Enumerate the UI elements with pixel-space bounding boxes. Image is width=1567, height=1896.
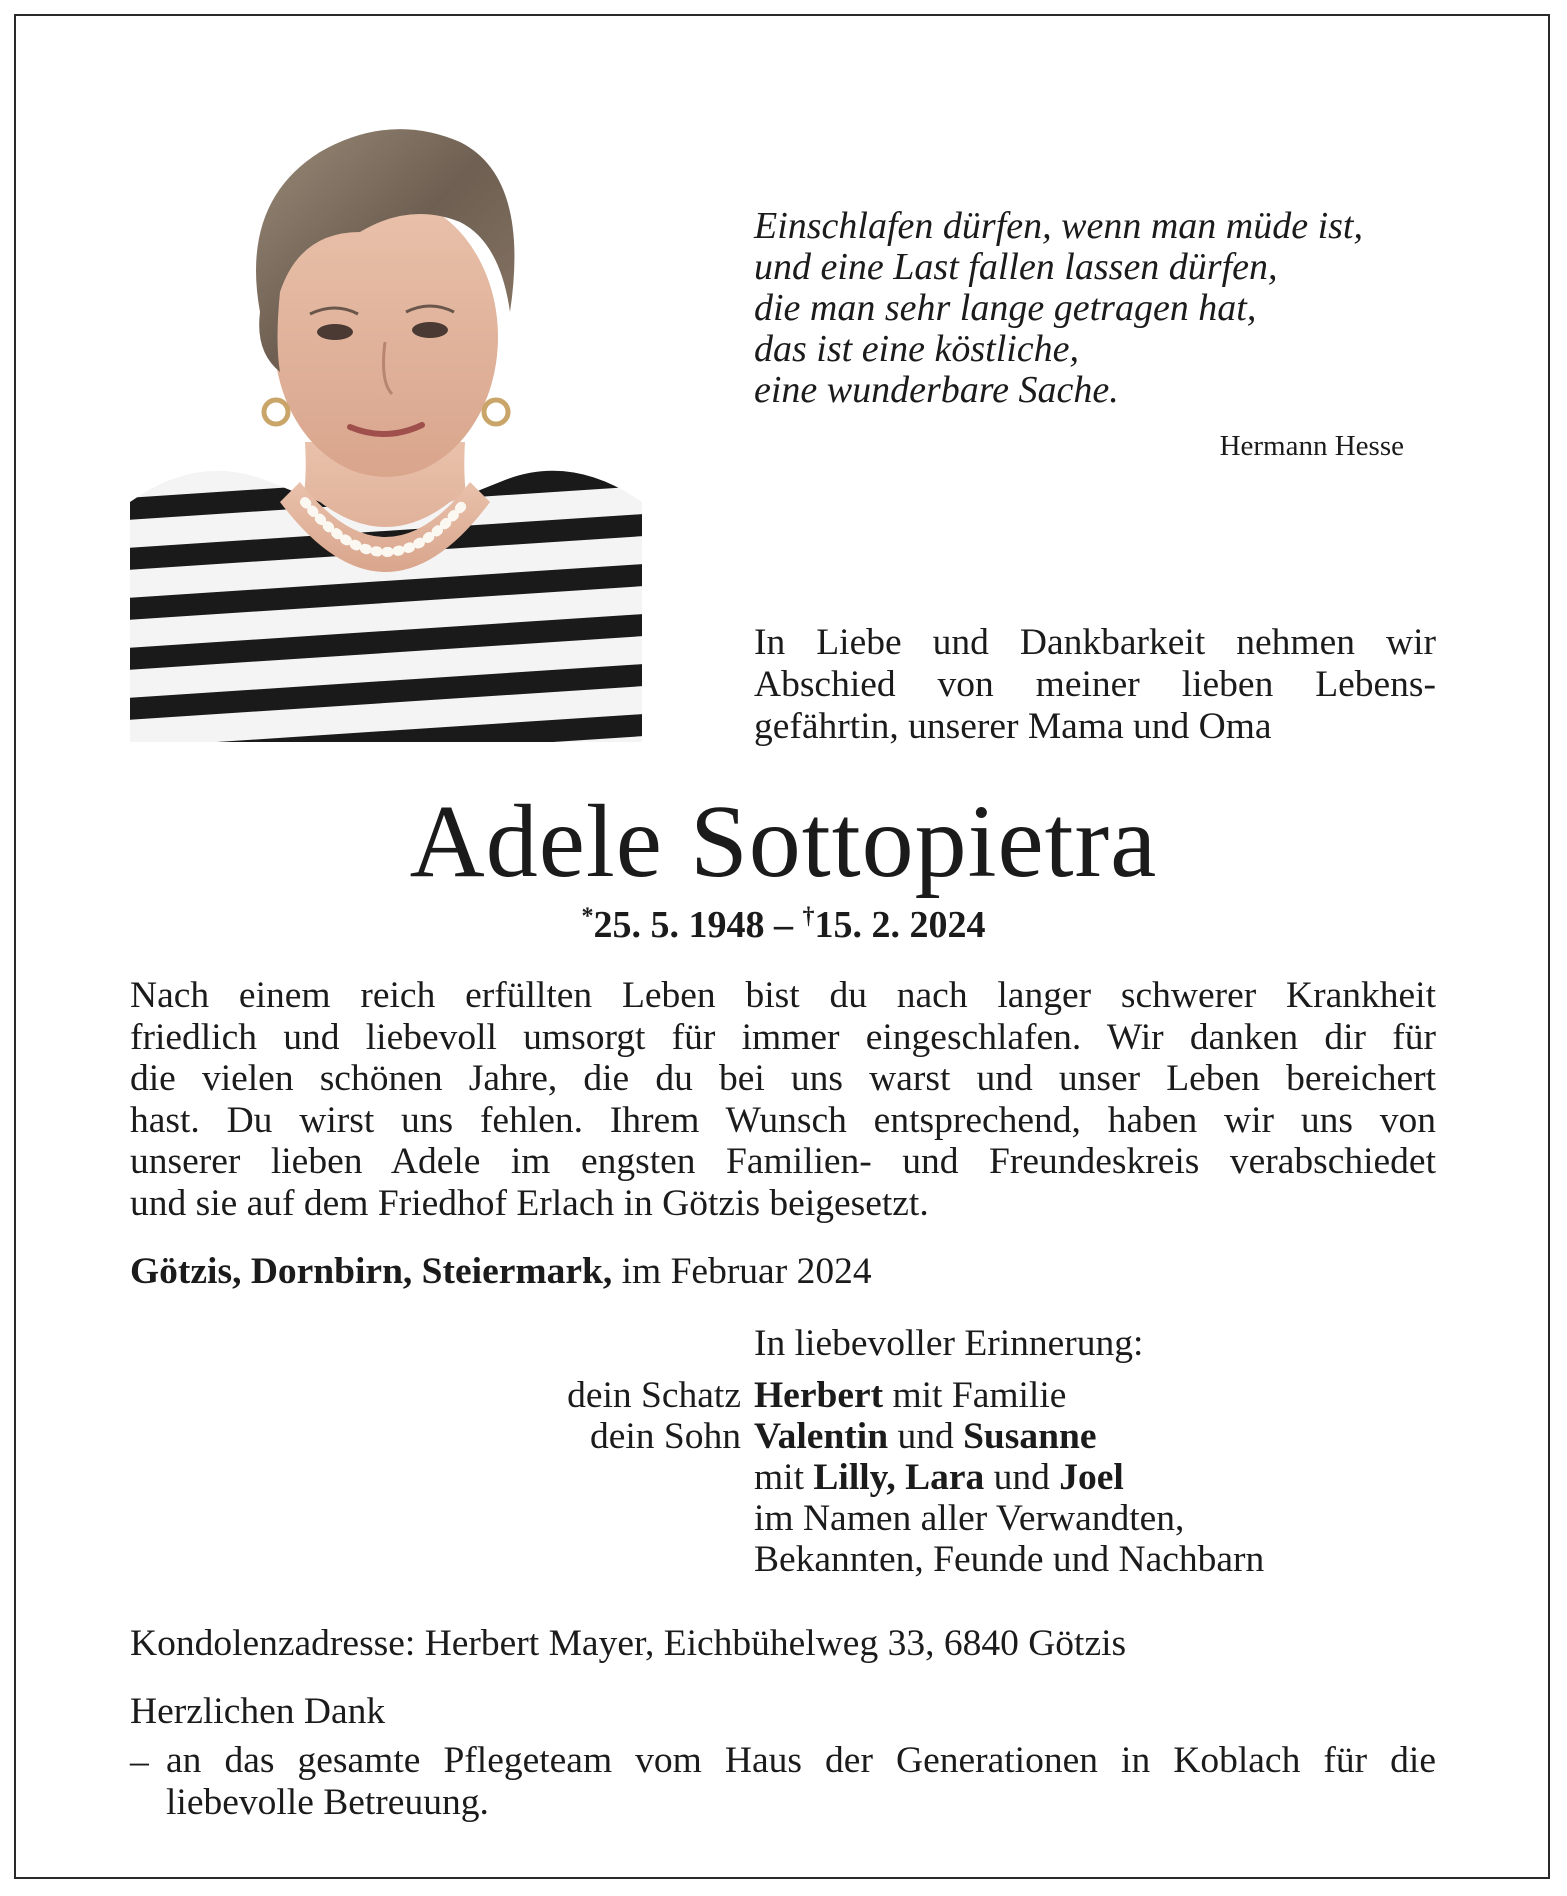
quote-line: Einschlafen dürfen, wenn man müde ist, (754, 205, 1363, 247)
signature-row: Bekannten, Feunde und Nachbarn (754, 1539, 1265, 1580)
places: Götzis, Dornbirn, Steiermark, (130, 1251, 613, 1292)
condolence-address: Kondolenzadresse: Herbert Mayer, Eichbühelweg 33, 6840 Götzis (130, 1623, 1127, 1664)
memory-heading: In liebevoller Erinnerung: (754, 1323, 1144, 1364)
place-date (130, 1250, 872, 1293)
body-line: hast. Du wirst uns fehlen. Ihrem Wunsch entsprechend, haben wir uns von (130, 1099, 1436, 1141)
obituary-text (130, 975, 1436, 1224)
body-line: unserer lieben Adele im engsten Familien- und Freundeskreis verabschiedet (130, 1141, 1436, 1182)
deceased-name: Adele Sottopietra (409, 784, 1158, 899)
thanks-line: an das gesamte Pflegeteam vom Haus der Generationen in Koblach für die (166, 1740, 1436, 1781)
death-symbol: † (802, 903, 815, 930)
signature-row: im Namen aller Verwandten, (754, 1498, 1185, 1539)
signature-row (754, 1374, 1066, 1417)
signature-row (754, 1456, 1124, 1499)
portrait-photo (130, 82, 642, 742)
signature-row (754, 1415, 1097, 1458)
thanks-heading: Herzlichen Dank (130, 1691, 386, 1732)
signature-name: Susanne (963, 1416, 1097, 1457)
thanks-line: liebevolle Betreuung. (166, 1782, 489, 1823)
signature-text: und (897, 1416, 954, 1457)
life-dates (0, 903, 1567, 947)
quote-line: und eine Last fallen lassen dürfen, (754, 246, 1278, 288)
intro-line: In Liebe und Dankbarkeit nehmen wir (754, 622, 1436, 663)
quote-line: die man sehr lange getragen hat, (754, 287, 1257, 329)
body-line: friedlich und liebevoll umsorgt für immer eingeschlafen. Wir danken dir für (130, 1016, 1436, 1058)
poem-quote (754, 206, 1414, 411)
intro-line: gefährtin, unserer Mama und Oma (754, 706, 1272, 747)
signature-name: Joel (1059, 1457, 1124, 1498)
signature-name: Lilly, Lara (813, 1457, 985, 1498)
thanks-bullet: – (130, 1741, 149, 1782)
signature-text: mit Familie (892, 1375, 1067, 1416)
intro-text (754, 622, 1436, 748)
thanks-item (166, 1740, 1436, 1824)
notice-date: im Februar 2024 (621, 1251, 872, 1292)
birth-date: 25. 5. 1948 (593, 904, 765, 946)
birth-symbol: * (581, 903, 594, 930)
body-line: Nach einem reich erfüllten Leben bist du nach langer schwerer Krankheit (130, 975, 1436, 1016)
body-line: die vielen schönen Jahre, die du bei uns warst und unser Leben bereichert (130, 1058, 1436, 1099)
signature-text: mit (754, 1457, 805, 1498)
signature-label: dein Schatz (567, 1375, 741, 1416)
signature-text: und (993, 1457, 1050, 1498)
signature-label: dein Sohn (589, 1416, 741, 1457)
intro-line: Abschied von meiner lieben Lebens- (754, 664, 1436, 705)
signature-name: Valentin (754, 1416, 889, 1457)
death-date: 15. 2. 2024 (814, 904, 986, 946)
body-line: und sie auf dem Friedhof Erlach in Götzis beigesetzt. (130, 1182, 929, 1224)
quote-author: Hermann Hesse (1219, 430, 1404, 462)
quote-line: eine wunderbare Sache. (754, 369, 1119, 411)
quote-line: das ist eine köstliche, (754, 328, 1080, 370)
date-separator: – (774, 904, 793, 946)
signature-name: Herbert (754, 1375, 884, 1416)
